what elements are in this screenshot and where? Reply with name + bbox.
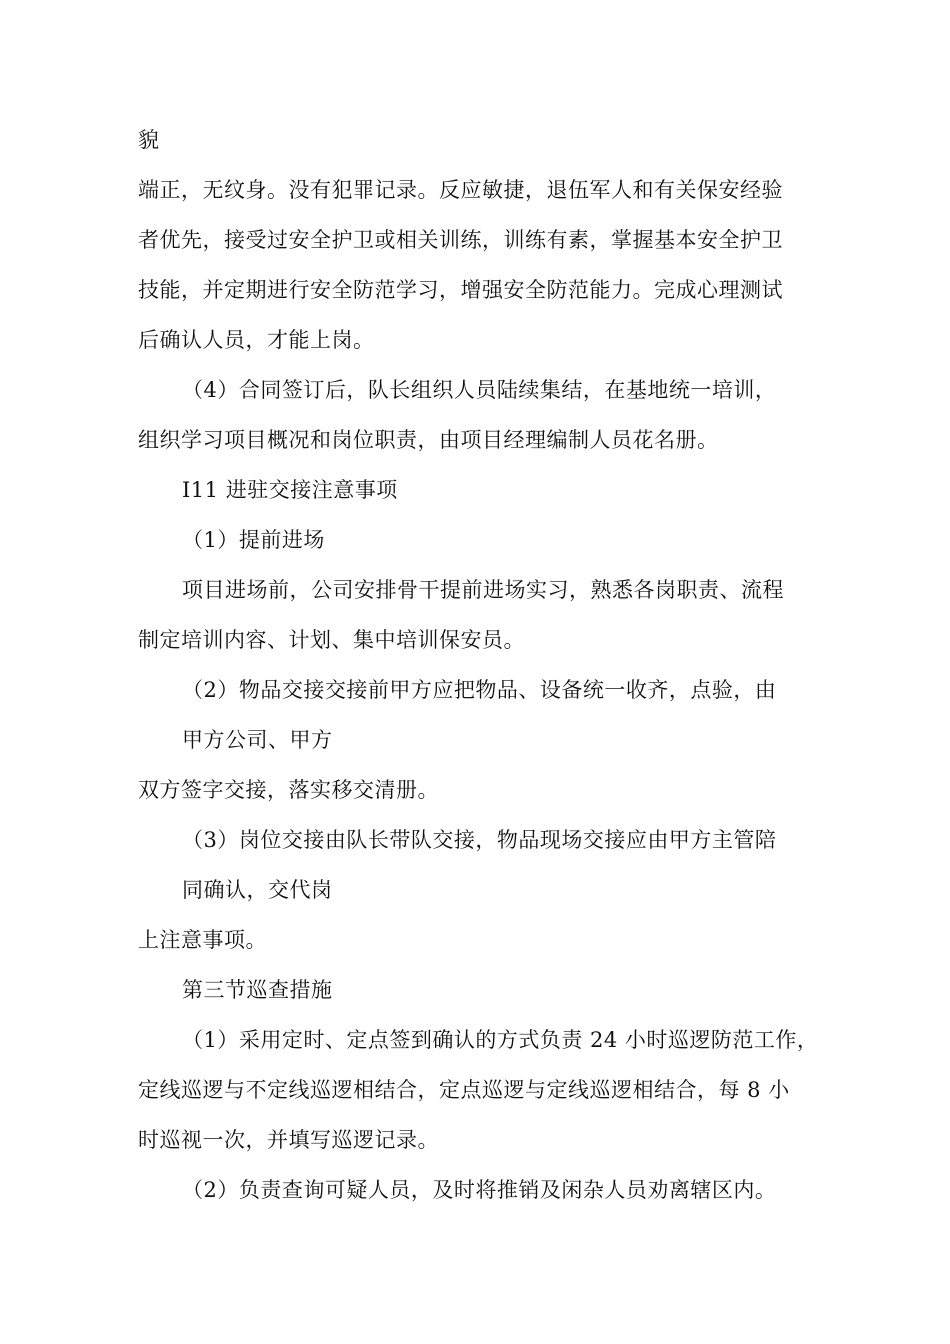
text-line: 甲方公司、甲方 — [182, 728, 333, 752]
text-line: 同确认，交代岗 — [182, 878, 333, 902]
text-line: 制定培训内容、计划、集中培训保安员。 — [138, 628, 525, 652]
text-line: 端正，无纹身。没有犯罪记录。反应敏捷，退伍军人和有关保安经验 — [138, 178, 783, 202]
text-line: 上注意事项。 — [138, 928, 267, 952]
text-line: （2）负责查询可疑人员，及时将推销及闲杂人员劝离辖区内。 — [182, 1178, 777, 1202]
text-line: 定线巡逻与不定线巡逻相结合，定点巡逻与定线巡逻相结合，每 8 小 — [138, 1078, 790, 1102]
section-heading: 第三节巡查措施 — [182, 978, 333, 1002]
text-line: 者优先，接受过安全护卫或相关训练，训练有素，掌握基本安全护卫 — [138, 228, 783, 252]
section-heading: I11 进驻交接注意事项 — [182, 478, 398, 502]
subsection-heading: （1）提前进场 — [182, 528, 325, 552]
text-line: （1）采用定时、定点签到确认的方式负责 24 小时巡逻防范工作， — [182, 1028, 819, 1052]
text-line: 双方签字交接，落实移交清册。 — [138, 778, 439, 802]
text-line: 项目进场前，公司安排骨干提前进场实习，熟悉各岗职责、流程 — [182, 578, 784, 602]
text-line: 组织学习项目概况和岗位职责，由项目经理编制人员花名册。 — [138, 428, 719, 452]
text-line: 貌 — [138, 128, 160, 152]
text-line: 后确认人员，才能上岗。 — [138, 328, 375, 352]
text-line: 时巡视一次，并填写巡逻记录。 — [138, 1128, 439, 1152]
text-line: （4）合同签订后，队长组织人员陆续集结，在基地统一培训， — [182, 378, 777, 402]
text-line: （2）物品交接交接前甲方应把物品、设备统一收齐，点验，由 — [182, 678, 777, 702]
text-line: 技能，并定期进行安全防范学习，增强安全防范能力。完成心理测试 — [138, 278, 783, 302]
text-line: （3）岗位交接由队长带队交接，物品现场交接应由甲方主管陪 — [182, 828, 777, 852]
